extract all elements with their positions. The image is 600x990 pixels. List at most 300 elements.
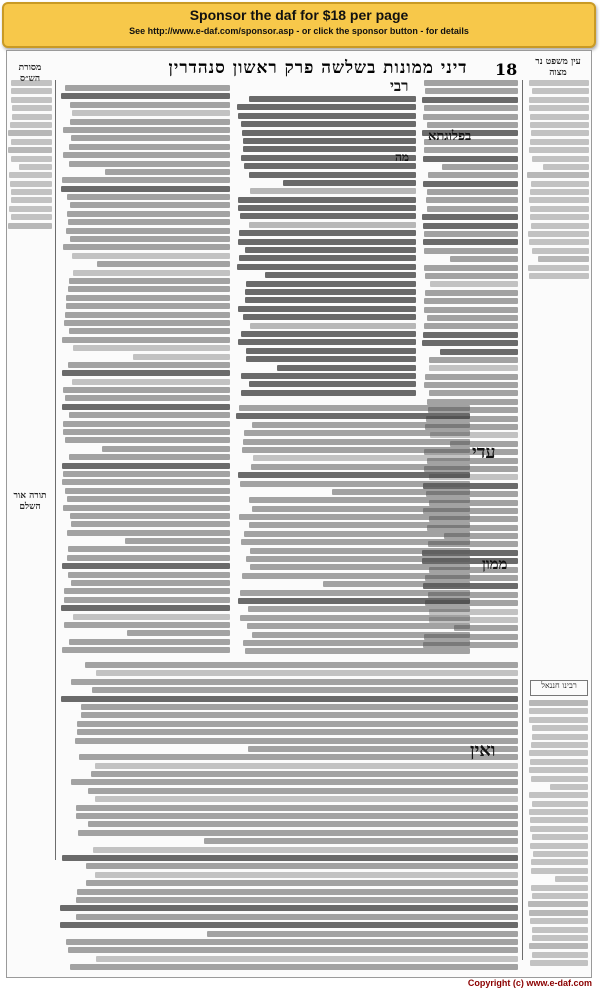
- text-line: [241, 121, 416, 127]
- text-line: [11, 80, 52, 86]
- text-line: [243, 314, 416, 320]
- text-line: [62, 370, 230, 376]
- text-line: [239, 405, 470, 411]
- text-line: [92, 687, 518, 693]
- text-line: [422, 214, 518, 220]
- text-line: [246, 348, 416, 354]
- text-line: [96, 956, 518, 962]
- text-line: [424, 298, 518, 304]
- text-line: [246, 556, 470, 562]
- text-line: [64, 320, 230, 326]
- text-line: [250, 323, 416, 329]
- text-line: [247, 623, 470, 629]
- gemara-column: [236, 96, 416, 401]
- text-line: [71, 135, 230, 141]
- text-line: [68, 947, 518, 953]
- text-line: [243, 439, 470, 445]
- text-line: [530, 826, 588, 832]
- text-line: [93, 847, 518, 853]
- text-line: [543, 164, 589, 170]
- text-line: [77, 721, 518, 727]
- text-line: [529, 197, 589, 203]
- text-line: [72, 253, 230, 259]
- text-line: [68, 286, 230, 292]
- text-line: [532, 801, 588, 807]
- text-line: [250, 548, 470, 554]
- bottom-text-block: [60, 662, 518, 974]
- text-line: [528, 265, 589, 271]
- text-line: [529, 97, 589, 103]
- text-line: [422, 97, 518, 103]
- text-line: [62, 563, 230, 569]
- text-line: [423, 114, 518, 120]
- text-line: [244, 430, 470, 436]
- text-line: [66, 939, 518, 945]
- text-line: [76, 805, 518, 811]
- right-margin-column: [527, 80, 589, 650]
- text-line: [527, 172, 589, 178]
- text-line: [70, 513, 230, 519]
- text-line: [531, 181, 589, 187]
- text-line: [422, 340, 518, 346]
- text-line: [532, 156, 589, 162]
- text-line: [528, 901, 588, 907]
- rashi-section-word: בפלוגתא: [428, 129, 472, 144]
- text-line: [430, 281, 518, 287]
- text-line: [427, 315, 518, 321]
- text-line: [531, 868, 588, 874]
- text-line: [245, 648, 470, 654]
- text-line: [530, 843, 588, 849]
- text-line: [244, 163, 416, 169]
- text-line: [530, 960, 588, 966]
- section-word-edei: עדי: [472, 442, 496, 463]
- text-line: [529, 910, 588, 916]
- text-line: [249, 522, 470, 528]
- text-line: [283, 180, 416, 186]
- text-line: [424, 105, 518, 111]
- text-line: [423, 223, 518, 229]
- text-line: [245, 289, 416, 295]
- text-line: [96, 670, 518, 676]
- text-line: [332, 489, 470, 495]
- mishnah-opening-word: מה: [395, 150, 410, 164]
- text-line: [427, 206, 518, 212]
- sponsor-banner[interactable]: [2, 2, 596, 48]
- text-line: [323, 581, 470, 587]
- text-line: [530, 214, 589, 220]
- text-line: [62, 463, 230, 469]
- text-line: [424, 147, 518, 153]
- text-line: [62, 855, 518, 861]
- text-line: [19, 164, 52, 170]
- text-line: [67, 555, 230, 561]
- rabbeinu-chananel-heading: רבינו חננאל: [530, 680, 588, 696]
- text-line: [555, 876, 588, 882]
- text-line: [65, 85, 230, 91]
- text-line: [68, 219, 230, 225]
- text-line: [424, 382, 518, 388]
- text-line: [76, 914, 518, 920]
- text-line: [425, 88, 518, 94]
- text-line: [532, 248, 589, 254]
- text-line: [11, 156, 52, 162]
- mesoret-hashas-header: מסורת הש״ס: [18, 63, 42, 84]
- text-line: [65, 437, 230, 443]
- text-line: [531, 859, 588, 865]
- text-line: [532, 952, 588, 958]
- text-line: [246, 356, 416, 362]
- page-header: דיני ממונות בשלשה פרק ראשון סנהדרין: [168, 58, 468, 78]
- text-line: [9, 206, 52, 212]
- text-line: [62, 647, 230, 653]
- text-line: [424, 80, 518, 86]
- text-line: [105, 169, 230, 175]
- text-line: [532, 834, 588, 840]
- text-line: [238, 239, 416, 245]
- margin-rule-right: [522, 80, 523, 960]
- text-line: [240, 615, 470, 621]
- text-line: [9, 172, 52, 178]
- text-line: [125, 538, 230, 544]
- text-line: [529, 700, 588, 706]
- text-line: [529, 792, 588, 798]
- text-line: [70, 236, 230, 242]
- text-line: [61, 93, 230, 99]
- text-line: [245, 297, 416, 303]
- text-line: [68, 572, 230, 578]
- text-line: [252, 632, 470, 638]
- text-line: [249, 222, 416, 228]
- text-line: [529, 105, 589, 111]
- text-line: [550, 784, 588, 790]
- text-line: [249, 497, 470, 503]
- text-line: [253, 455, 470, 461]
- text-line: [8, 147, 52, 153]
- text-line: [68, 546, 230, 552]
- text-line: [241, 390, 416, 396]
- text-line: [66, 295, 230, 301]
- text-line: [67, 530, 230, 536]
- text-line: [424, 248, 518, 254]
- text-line: [81, 704, 518, 710]
- text-line: [248, 606, 470, 612]
- text-line: [72, 379, 230, 385]
- text-line: [530, 817, 588, 823]
- text-line: [62, 177, 230, 183]
- text-line: [239, 255, 416, 261]
- text-line: [532, 893, 588, 899]
- text-line: [427, 399, 518, 405]
- text-line: [63, 505, 230, 511]
- text-line: [429, 365, 518, 371]
- text-line: [73, 614, 230, 620]
- text-line: [70, 119, 230, 125]
- text-line: [71, 580, 230, 586]
- ein-mishpat-header: עין משפט נר מצוה: [535, 57, 581, 78]
- text-line: [530, 918, 588, 924]
- text-line: [63, 471, 230, 477]
- text-line: [69, 412, 230, 418]
- text-line: [86, 863, 518, 869]
- text-line: [529, 273, 589, 279]
- sponsor-subtitle[interactable]: See http://www.e-daf.com/sponsor.asp - or click the sponsor button - for details: [129, 26, 469, 36]
- text-line: [423, 156, 518, 162]
- text-line: [11, 97, 52, 103]
- text-line: [238, 197, 416, 203]
- text-line: [79, 754, 518, 760]
- text-line: [532, 88, 589, 94]
- text-line: [88, 821, 518, 827]
- text-line: [243, 138, 416, 144]
- text-line: [64, 588, 230, 594]
- text-line: [250, 564, 470, 570]
- text-line: [252, 506, 470, 512]
- rabbeinu-chananel-column: [528, 700, 588, 970]
- text-line: [237, 104, 416, 110]
- gemara-opening-word: רבי: [390, 77, 409, 95]
- text-line: [86, 880, 518, 886]
- text-line: [242, 573, 470, 579]
- text-line: [530, 114, 589, 120]
- text-line: [249, 381, 416, 387]
- text-line: [238, 472, 470, 478]
- text-line: [71, 521, 230, 527]
- text-line: [424, 323, 518, 329]
- text-line: [530, 122, 589, 128]
- torah-ohr-label: תורה אור השלם: [13, 491, 47, 512]
- text-line: [91, 771, 518, 777]
- text-line: [238, 598, 470, 604]
- text-line: [63, 152, 230, 158]
- text-line: [238, 306, 416, 312]
- text-line: [249, 96, 416, 102]
- text-line: [251, 464, 470, 470]
- section-word-veein: ואין: [470, 740, 496, 761]
- text-line: [95, 796, 518, 802]
- text-line: [532, 935, 588, 941]
- text-line: [239, 514, 470, 520]
- page-number: 18: [495, 60, 518, 79]
- text-line: [241, 155, 416, 161]
- copyright-notice[interactable]: Copyright (c) www.e-daf.com: [467, 978, 592, 988]
- text-line: [88, 788, 518, 794]
- text-line: [67, 211, 230, 217]
- text-line: [450, 256, 518, 262]
- text-line: [69, 639, 230, 645]
- text-line: [73, 345, 230, 351]
- text-line: [529, 717, 588, 723]
- text-line: [532, 725, 588, 731]
- text-line: [426, 197, 518, 203]
- text-line: [532, 734, 588, 740]
- text-line: [533, 851, 588, 857]
- text-line: [204, 838, 518, 844]
- text-line: [246, 281, 416, 287]
- text-line: [423, 332, 518, 338]
- text-line: [62, 479, 230, 485]
- text-line: [529, 239, 589, 245]
- text-line: [531, 742, 588, 748]
- text-line: [65, 395, 230, 401]
- text-line: [69, 328, 230, 334]
- text-line: [241, 373, 416, 379]
- text-line: [11, 189, 52, 195]
- text-line: [78, 830, 518, 836]
- text-line: [127, 630, 230, 636]
- text-line: [241, 539, 470, 545]
- margin-rule-left: [55, 80, 56, 860]
- text-line: [73, 270, 230, 276]
- text-line: [8, 130, 52, 136]
- text-line: [8, 223, 52, 229]
- text-line: [69, 454, 230, 460]
- text-line: [429, 357, 518, 363]
- text-line: [11, 214, 52, 220]
- tosafot-column: [60, 85, 230, 660]
- gemara-lower: [236, 405, 470, 655]
- text-line: [61, 186, 230, 192]
- text-line: [70, 202, 230, 208]
- text-line: [10, 181, 52, 187]
- text-line: [240, 481, 470, 487]
- text-line: [429, 390, 518, 396]
- text-line: [85, 662, 518, 668]
- text-line: [241, 331, 416, 337]
- text-line: [64, 622, 230, 628]
- text-line: [249, 172, 416, 178]
- text-line: [67, 194, 230, 200]
- text-line: [239, 230, 416, 236]
- text-line: [236, 413, 470, 419]
- text-line: [538, 256, 589, 262]
- text-line: [529, 80, 589, 86]
- text-line: [424, 231, 518, 237]
- text-line: [531, 223, 589, 229]
- text-line: [252, 422, 470, 428]
- text-line: [12, 105, 52, 111]
- text-line: [95, 872, 518, 878]
- text-line: [530, 139, 589, 145]
- text-line: [62, 337, 230, 343]
- text-line: [207, 931, 518, 937]
- text-line: [442, 164, 518, 170]
- text-line: [238, 205, 416, 211]
- text-line: [61, 605, 230, 611]
- text-line: [76, 897, 518, 903]
- text-line: [71, 779, 518, 785]
- text-line: [529, 809, 588, 815]
- text-line: [428, 172, 518, 178]
- text-line: [242, 447, 470, 453]
- text-line: [60, 905, 518, 911]
- text-line: [102, 446, 230, 452]
- text-line: [425, 374, 518, 380]
- text-line: [240, 590, 470, 596]
- text-line: [529, 147, 589, 153]
- text-line: [70, 102, 230, 108]
- text-line: [529, 750, 588, 756]
- text-line: [60, 922, 518, 928]
- text-line: [531, 776, 588, 782]
- text-line: [238, 113, 416, 119]
- text-line: [61, 696, 518, 702]
- text-line: [245, 247, 416, 253]
- text-line: [69, 161, 230, 167]
- text-line: [531, 885, 588, 891]
- text-line: [77, 889, 518, 895]
- text-line: [65, 488, 230, 494]
- text-line: [238, 339, 416, 345]
- text-line: [424, 265, 518, 271]
- text-line: [242, 130, 416, 136]
- text-line: [425, 290, 518, 296]
- text-line: [71, 679, 518, 685]
- text-line: [64, 597, 230, 603]
- text-line: [277, 365, 416, 371]
- text-line: [66, 228, 230, 234]
- sponsor-title: Sponsor the daf for $18 per page: [189, 7, 409, 23]
- text-line: [95, 763, 518, 769]
- text-line: [11, 88, 52, 94]
- text-line: [529, 943, 588, 949]
- text-line: [425, 273, 518, 279]
- text-line: [76, 813, 518, 819]
- text-line: [440, 349, 518, 355]
- text-line: [531, 130, 589, 136]
- text-line: [265, 272, 416, 278]
- text-line: [63, 429, 230, 435]
- text-line: [529, 708, 588, 714]
- text-line: [63, 127, 230, 133]
- left-margin-column: [8, 80, 52, 850]
- text-line: [77, 729, 518, 735]
- text-line: [63, 244, 230, 250]
- text-line: [240, 213, 416, 219]
- text-line: [528, 231, 589, 237]
- text-line: [65, 312, 230, 318]
- text-line: [70, 964, 518, 970]
- text-line: [69, 144, 230, 150]
- text-line: [427, 189, 518, 195]
- text-line: [529, 767, 588, 773]
- text-line: [423, 239, 518, 245]
- text-line: [11, 197, 52, 203]
- text-line: [12, 114, 52, 120]
- text-line: [66, 303, 230, 309]
- text-line: [532, 927, 588, 933]
- text-line: [97, 261, 230, 267]
- text-line: [133, 354, 230, 360]
- text-line: [244, 531, 470, 537]
- text-line: [69, 278, 230, 284]
- text-line: [72, 110, 230, 116]
- text-line: [68, 362, 230, 368]
- text-line: [75, 738, 518, 744]
- text-line: [63, 387, 230, 393]
- text-line: [530, 206, 589, 212]
- text-line: [10, 122, 52, 128]
- section-word-mamon: ממון: [482, 555, 508, 573]
- text-line: [250, 188, 416, 194]
- text-line: [530, 189, 589, 195]
- text-line: [63, 421, 230, 427]
- text-line: [237, 264, 416, 270]
- text-line: [62, 404, 230, 410]
- text-line: [11, 139, 52, 145]
- text-line: [424, 307, 518, 313]
- text-line: [530, 759, 588, 765]
